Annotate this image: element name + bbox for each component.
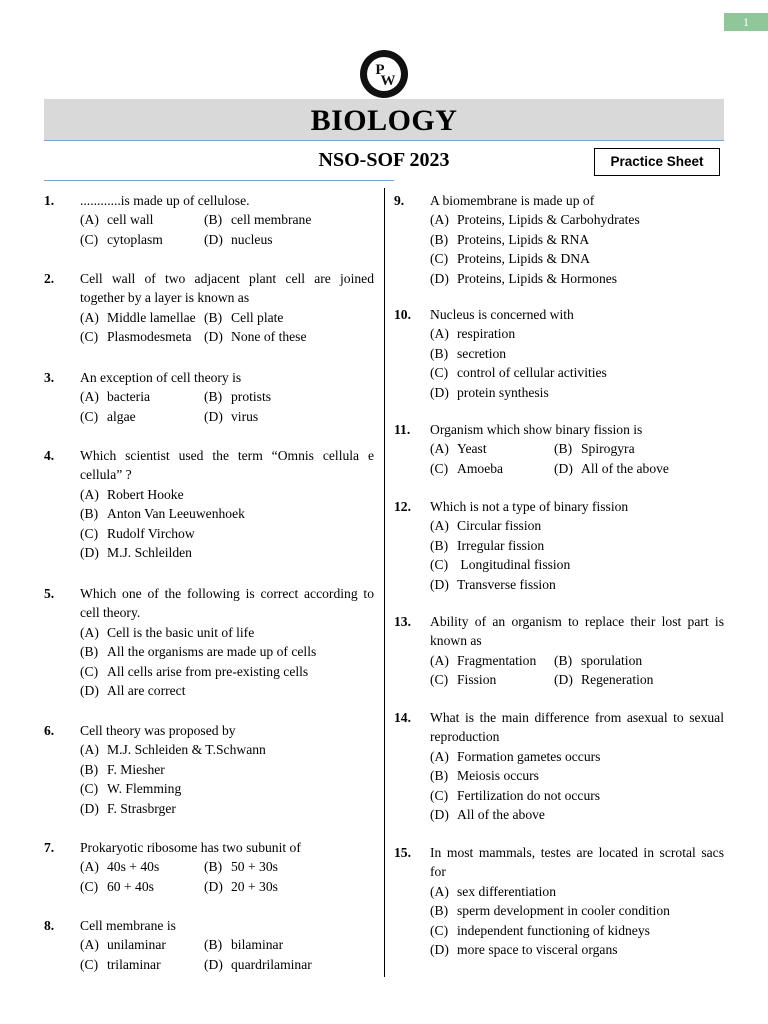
question-number: 7. — [44, 840, 55, 855]
option-b: (B) Meiosis occurs — [430, 768, 539, 784]
question-number: 14. — [394, 710, 411, 725]
option-d: (D) None of these — [204, 329, 307, 345]
header-underline — [44, 180, 394, 181]
option-b: (B) sperm development in cooler condition — [430, 903, 670, 919]
header-divider — [44, 140, 724, 141]
option-d: (D) Proteins, Lipids & Hormones — [430, 270, 618, 286]
option-b: (B) Proteins, Lipids & RNA — [430, 231, 590, 247]
option-b: (B) secretion — [430, 345, 507, 361]
option-c: (C) W. Flemming — [80, 781, 182, 797]
question-number: 5. — [44, 586, 55, 601]
option-d: (D) protein synthesis — [430, 384, 549, 400]
exam-subtitle: NSO-SOF 2023 — [318, 149, 450, 171]
question-text: Which scientist used the term “Omnis cellula e cellula” ? — [80, 448, 374, 483]
option-a: (A) Fragmentation — [430, 652, 537, 668]
question-1 — [44, 191, 374, 249]
question-text: Ability of an organism to replace their lost part is known as — [430, 614, 724, 649]
option-a: (A) 40s + 40s — [80, 859, 160, 875]
question-number: 11. — [394, 422, 411, 437]
practice-sheet-badge: Practice Sheet — [594, 148, 720, 176]
question-number: 6. — [44, 723, 55, 738]
option-d: (D) All are correct — [80, 683, 186, 699]
option-b: (B) sporulation — [554, 652, 643, 668]
pw-logo — [360, 50, 408, 98]
column-divider — [384, 188, 385, 977]
option-b: (B) 50 + 30s — [204, 859, 278, 875]
question-7 — [44, 838, 374, 896]
question-number: 13. — [394, 614, 411, 629]
option-a: (A) respiration — [430, 326, 516, 342]
option-a: (A) bacteria — [80, 389, 151, 405]
question-10 — [394, 305, 724, 402]
option-b: (B) Spirogyra — [554, 441, 635, 457]
option-a: (A) Cell is the basic unit of life — [80, 624, 255, 640]
option-c: (C) independent functioning of kidneys — [430, 922, 650, 938]
question-number: 12. — [394, 499, 411, 514]
question-text: An exception of cell theory is — [80, 370, 242, 385]
option-a: (A) Circular fission — [430, 518, 542, 534]
option-c: (C) Fission — [430, 672, 497, 688]
option-d: (D) M.J. Schleilden — [80, 545, 192, 561]
option-c: (C) control of cellular activities — [430, 365, 607, 381]
title-band — [44, 99, 724, 141]
question-number: 2. — [44, 271, 55, 286]
option-b: (B) protists — [204, 389, 272, 405]
option-c: (C) All cells arise from pre-existing cells — [80, 663, 309, 679]
question-number: 8. — [44, 918, 55, 933]
question-number: 9. — [394, 193, 405, 208]
option-b: (B) Cell plate — [204, 309, 284, 325]
question-12 — [394, 497, 724, 594]
option-a: (A) sex differentiation — [430, 883, 557, 899]
option-d: (D) All of the above — [430, 807, 545, 823]
option-a: (A) Yeast — [430, 441, 487, 457]
option-c: (C) Amoeba — [430, 460, 504, 476]
question-text: Prokaryotic ribosome has two subunit of — [80, 840, 301, 855]
question-text: Cell wall of two adjacent plant cell are joined together by a layer is known as — [80, 271, 374, 306]
question-15 — [394, 843, 724, 959]
svg-text:W: W — [380, 73, 396, 89]
option-d: (D) F. Strasbrger — [80, 800, 176, 816]
option-d: (D) Regeneration — [554, 672, 654, 688]
question-6 — [44, 721, 374, 818]
question-text: Cell membrane is — [80, 918, 176, 933]
question-number: 1. — [44, 193, 55, 208]
question-number: 3. — [44, 370, 55, 385]
question-9 — [394, 191, 724, 288]
question-text: In most mammals, testes are located in scrotal sacs for — [430, 845, 724, 880]
option-a: (A) unilaminar — [80, 937, 166, 953]
option-a: (A) Robert Hooke — [80, 486, 184, 502]
option-b: (B) All the organisms are made up of cells — [80, 644, 317, 660]
option-a: (A) M.J. Schleiden & T.Schwann — [80, 742, 266, 758]
option-b: (B) Irregular fission — [430, 537, 545, 553]
option-d: (D) All of the above — [554, 460, 669, 476]
question-text: A biomembrane is made up of — [430, 193, 595, 208]
option-d: (D) Transverse fission — [430, 576, 556, 592]
option-b: (B) cell membrane — [204, 212, 312, 228]
page-title: BIOLOGY — [310, 104, 458, 137]
question-3 — [44, 368, 374, 426]
question-13 — [394, 612, 724, 690]
option-c: (C) algae — [80, 408, 136, 424]
option-c: (C) Proteins, Lipids & DNA — [430, 251, 590, 267]
option-c: (C) Plasmodesmeta — [80, 329, 192, 345]
option-b: (B) bilaminar — [204, 937, 284, 953]
option-c: (C) cytoplasm — [80, 231, 163, 247]
option-d: (D) quardrilaminar — [204, 956, 312, 972]
question-text: ............is made up of cellulose. — [80, 193, 250, 208]
option-a: (A) Proteins, Lipids & Carbohydrates — [430, 212, 640, 228]
option-c: (C) Rudolf Virchow — [80, 525, 195, 541]
option-d: (D) more space to visceral organs — [430, 942, 618, 958]
question-11 — [394, 420, 724, 478]
question-2 — [44, 269, 374, 347]
page-number: 1 — [724, 13, 768, 31]
question-text: Which one of the following is correct according to cell theory. — [80, 586, 374, 621]
option-d: (D) virus — [204, 408, 259, 424]
option-d: (D) 20 + 30s — [204, 878, 278, 894]
option-a: (A) Formation gametes occurs — [430, 748, 601, 764]
option-c: (C) Fertilization do not occurs — [430, 787, 601, 803]
question-number: 15. — [394, 845, 411, 860]
question-number: 4. — [44, 448, 55, 463]
question-5 — [44, 584, 374, 700]
option-c: (C) trilaminar — [80, 956, 161, 972]
option-c: (C) Longitudinal fission — [430, 557, 571, 573]
question-14 — [394, 708, 724, 824]
question-text: Which is not a type of binary fission — [430, 499, 629, 514]
question-text: Cell theory was proposed by — [80, 723, 236, 738]
question-text: Nucleus is concerned with — [430, 307, 574, 322]
question-text: Organism which show binary fission is — [430, 422, 643, 437]
question-8 — [44, 916, 374, 974]
option-b: (B) Anton Van Leeuwenhoek — [80, 506, 245, 522]
question-text: What is the main difference from asexual to sexual reproduction — [430, 710, 724, 745]
option-b: (B) F. Miesher — [80, 761, 165, 777]
option-a: (A) Middle lamellae — [80, 309, 196, 325]
pw-logo-icon — [360, 50, 408, 98]
svg-text:P: P — [375, 62, 385, 78]
question-4 — [44, 446, 374, 562]
question-number: 10. — [394, 307, 411, 322]
option-d: (D) nucleus — [204, 231, 273, 247]
option-a: (A) cell wall — [80, 212, 154, 228]
option-c: (C) 60 + 40s — [80, 878, 154, 894]
